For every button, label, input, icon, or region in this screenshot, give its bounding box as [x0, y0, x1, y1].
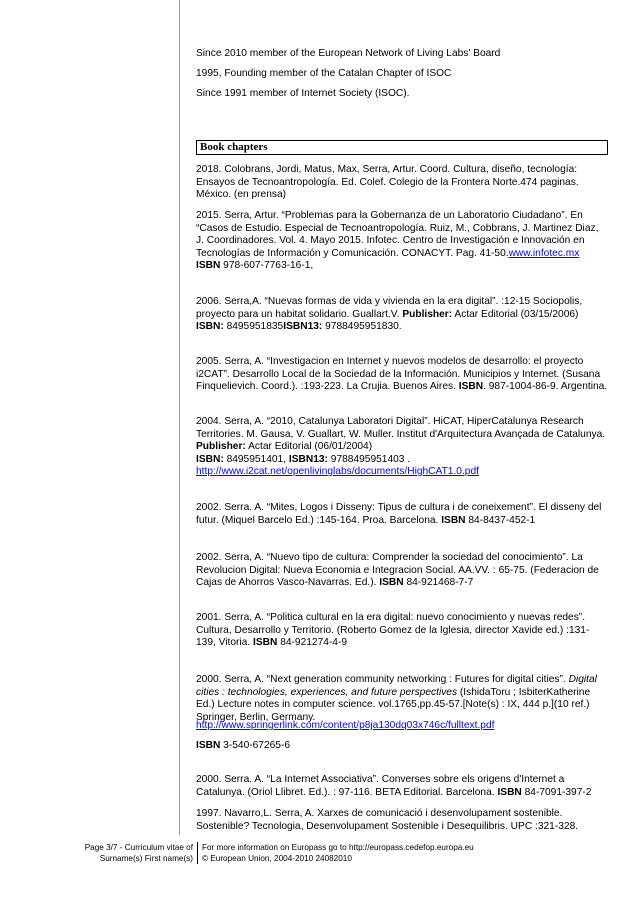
isbn-value: 84-8437-452-1 [465, 514, 536, 526]
isbn13-value: 9788495951403 . [327, 453, 411, 465]
isbn-label: ISBN: [196, 321, 224, 332]
grid-line [179, 0, 180, 835]
entry-2018: 2018. Colobrans, Jordi, Matus, Max, Serra, Artur. Coord. Cultura, diseño, tecnología: Ensayos de Tecnoantropología. Ed. Colef. Colegio de la Frontera Norte.474 paginas. México. (en prensa) [196, 164, 579, 200]
footer-right [202, 842, 502, 864]
entry-2000b [196, 774, 608, 799]
isbn-value: 8495951401, [223, 453, 289, 465]
isbn-value: 978-607-7763-16-1, [220, 260, 314, 271]
footer-europass-link[interactable]: For more information on Europass go to http://europass.cedefop.europa.eu [202, 843, 474, 852]
entry-2000a-rest: (IshidaToru ; IsbiterKatherine Ed.) Lecture notes in computer science. vol.1765,pp.45-57.[Note(s) : IX, 444 p.](10 ref.) Springer, Berlin, Germany. [196, 686, 591, 723]
entry-2002a [196, 502, 608, 527]
entry-2000b-text: 2000. Serra. A. “La Internet Associativa”. Converses sobre els origens d'Internet a Catalunya. (Oriol Llibret. Ed.). : 97-116. BETA Editorial. Barcelona. [196, 774, 565, 798]
publisher-value: Actar Editorial (06/01/2004) [245, 441, 373, 452]
section-title: Book chapters [196, 140, 608, 155]
isbn-label: ISBN [253, 637, 278, 648]
isbn-value: . 987-1004-86-9. Argentina. [483, 381, 608, 392]
publisher-value: Actar Editorial (03/15/2006) [452, 308, 579, 320]
entry-2015-text: 2015. Serra, Artur. “Problemas para la Gobernanza de un Laboratorio Ciudadano”. En “Casos de Estudio. Especial de Tecnoantropología. Ruiz, M., Cobbrans, J. Martinez Diaz, J. Coordinadores. Vol. 4. Mayo 2015. Infotec. Centro de Investigación e Innovación en Tecnologías de Información y Comunicación. CONACYT. Pag. 41-50. [196, 210, 599, 259]
footer-left [60, 842, 193, 864]
isbn13-value: 9788495951830. [322, 321, 402, 332]
entry-2004-text: 2004. Serra, A. “2010, Catalunya Laboratori Digital”. HiCAT, HiperCatalunya Research Territories. M. Gausa, V. Guallart, W. Muller. Institut d'Arquitectura Avançada de Catalunya. [196, 416, 606, 440]
entry-2002a-text: 2002. Serra. A. “Mites, Logos i Disseny: Tipus de cultura i de coneixement”. El disseny del futur. (Miquel Barcelo Ed.) :145-164. Proa. Barcelona. [196, 502, 602, 526]
footer-page: Page 3/7 - Curriculum vitae of [84, 843, 193, 852]
entry-2001 [196, 612, 608, 650]
membership-3: Since 1991 member of Internet Society (ISOC). [196, 88, 410, 99]
entry-2005-text: 2005. Serra, A. “Investigacion en Internet y nuevos modelos de desarrollo: el proyecto i2CAT”. Desarrollo Local de la Sociedad de la Información. Municipios y Internet. (Susana Finquelievich. Coord.). :193-223. La Crujia. Buenos Aires. [196, 356, 601, 392]
publisher-label: Publisher: [196, 441, 246, 452]
isbn-value: 8495951835 [223, 321, 284, 332]
isbn-row [196, 740, 608, 753]
isbn-label: ISBN [441, 514, 466, 526]
isbn-value: 84-921468-7-7 [403, 577, 474, 588]
isbn-value: 3-540-67265-6 [220, 740, 291, 751]
springer-link[interactable]: http://www.springerlink.com/content/p8ja130dq03x746c/fulltext.pdf [196, 720, 495, 731]
book-title: Digital cities : technologies, experiences, and future perspectives [196, 674, 597, 698]
footer-divider [197, 842, 198, 864]
isbn-value: 84-7091-397-2 [521, 786, 592, 798]
entry-2002b [196, 552, 608, 590]
isbn13-label: ISBN13: [288, 453, 328, 465]
isbn13-label: ISBN13: [283, 321, 323, 332]
footer-name: Surname(s) First name(s) [99, 854, 193, 863]
membership-2: 1995, Founding member of the Catalan Chapter of ISOC [196, 68, 452, 79]
infotec-link[interactable]: www.infotec.mx [508, 247, 580, 259]
entry-2006 [196, 296, 608, 334]
entry-1997: 1997. Navarro,L. Serra, A. Xarxes de comunicació i desenvolupament sostenible. Sostenible? Tecnologia, Desenvolupament Sostenible i Desequilibris. UPC :321-328. [196, 808, 579, 832]
springer-link-row [196, 720, 608, 733]
entry-2004 [196, 416, 608, 479]
membership-1: Since 2010 member of the European Network of Living Labs' Board [196, 48, 501, 59]
isbn-label: ISBN [379, 577, 404, 588]
footer-copyright: © European Union, 2004-2010 24082010 [202, 854, 352, 863]
entry-2000a-text: 2000. Serra, A. “Next generation community networking : Futures for digital cities”. [196, 674, 569, 685]
entry-2006-text: 2006. Serra,A. “Nuevas formas de vida y vivienda en la era digital”. :12-15 Sociopolis, proyecto para un habitat solidario. Guallart.V. [196, 296, 583, 320]
isbn-value: 84-921274-4-9 [277, 637, 348, 648]
publisher-label: Publisher: [402, 308, 453, 320]
i2cat-link[interactable]: http://www.i2cat.net/openlivinglabs/documents/HighCAT1.0.pdf [196, 466, 479, 477]
entry-2005 [196, 356, 608, 394]
isbn-label: ISBN: [196, 453, 224, 465]
entry-2001-text: 2001. Serra, A. “Politica cultural en la era digital: nuevo conocimiento y nuevas redes”. Cultura, Desarrollo y Territorio. (Roberto Gomez de la Iglesia, director Xavide ed.) :131-139, Vitoria. [196, 612, 590, 648]
isbn-label: ISBN [196, 260, 221, 271]
isbn-label: ISBN [497, 786, 522, 798]
isbn-label: ISBN [458, 381, 484, 392]
entry-2002b-text: 2002. Serra, A. “Nuevo tipo de cultura: Comprender la sociedad del conocimiento”. La Revolucion Digital: Nueva Economia e Integracion Social. AA.VV. : 65-75. (Federacion de Cajas de Ahorros Vasco-Navarras. Ed.). [196, 552, 599, 588]
entry-2015 [196, 210, 608, 273]
isbn-label: ISBN [196, 740, 221, 751]
entry-2000a [196, 674, 608, 724]
